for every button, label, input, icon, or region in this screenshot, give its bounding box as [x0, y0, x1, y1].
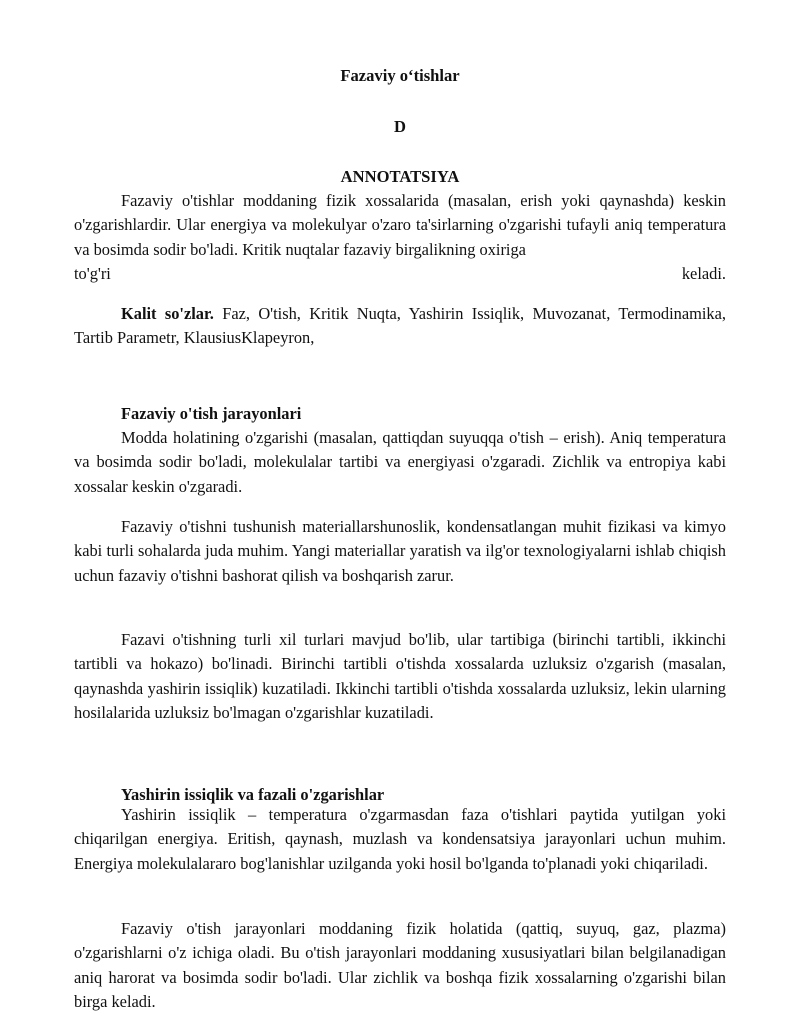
section1-paragraph-3: Fazavi o'tishning turli xil turlari mavjud bo'lib, ular tartibiga (birinchi tartibli, ikkinchi tartibli va hokazo) bo'linadi. Birinchi tartibli o'tishda xossalarda uzluksiz o'zgarish (masalan, qaynashda yashirin issiqlik) kuzatiladi. Ikkinchi tartibli o'tishda xossalarda uzluksiz, lekin ularning hosilalarida uzluksiz bo'lmagan o'zgarishlar kuzatiladi. — [74, 630, 726, 722]
annotation-last-line — [74, 262, 726, 286]
section1-heading: Fazaviy o'tish jarayonlari — [121, 404, 302, 423]
author-initial: D — [394, 117, 406, 136]
keywords-label: Kalit so'zlar. — [121, 304, 214, 323]
annotation-heading: ANNOTATSIYA — [340, 167, 460, 186]
keywords-text: Faz, O'tish, Kritik Nuqta, Yashirin Issiqlik, Muvozanat, Termodinamika, Tartib Parametr, KlausiusKlapeyron, — [74, 304, 726, 348]
annotation-paragraph — [74, 189, 726, 286]
section2-paragraph-2: Fazaviy o'tish jarayonlari moddaning fizik holatida (qattiq, suyuq, gaz, plazma) o'zgarishlarni o'z ichiga oladi. Bu o'tish jarayonlari moddaning xususiyatlari bilan belgilanadigan aniq harorat va bosimda sodir bo'ladi. Ular zichlik va boshqa fizik xossalarning o'zgarishi bilan birga keladi. — [74, 919, 726, 1011]
section1-paragraph-2: Fazaviy o'tishni tushunish materiallarshunoslik, kondensatlangan muhit fizikasi va kimyo kabi turli sohalarda juda muhim. Yangi materiallar yaratish va ilg'or texnologiyalarni ishlab chiqish uchun fazaviy o'tishni bashorat qilish va boshqarish zarur. — [74, 517, 726, 585]
section2-paragraph-1: Yashirin issiqlik – temperatura o'zgarmasdan faza o'tishlari paytida yutilgan yoki chiqarilgan energiya. Eritish, qaynash, muzlash va kondensatsiya jarayonlari uchun muhim. Energiya molekulalararo bog'lanishlar uzilganda yoki hosil bo'lganda to'planadi yoki chiqariladi. — [74, 805, 726, 873]
annotation-last-right: keladi. — [681, 263, 726, 283]
section1-paragraph-1: Modda holatining o'zgarishi (masalan, qattiqdan suyuqqa o'tish – erish). Aniq temperatura va bosimda sodir bo'ladi, molekulalar tartibi va energiyasi o'zgaradi. Zichlik va entropiya kabi xossalar keskin o'zgaradi. — [74, 428, 726, 496]
annotation-body: Fazaviy o'tishlar moddaning fizik xossalarida (masalan, erish yoki qaynashda) keskin o'zgarishlardir. Ular energiya va molekulyar o'zaro ta'sirlarning o'zgarishi tufayli aniq temperatura va bosimda sodir bo'ladi. Kritik nuqtalar fazaviy birgalikning oxiriga — [74, 191, 726, 259]
keywords-paragraph — [74, 302, 726, 351]
section2-heading: Yashirin issiqlik va fazali o'zgarishlar — [121, 785, 385, 804]
annotation-last-left: to'g'ri — [74, 263, 111, 283]
document-title: Fazaviy o‘tishlar — [340, 66, 460, 85]
